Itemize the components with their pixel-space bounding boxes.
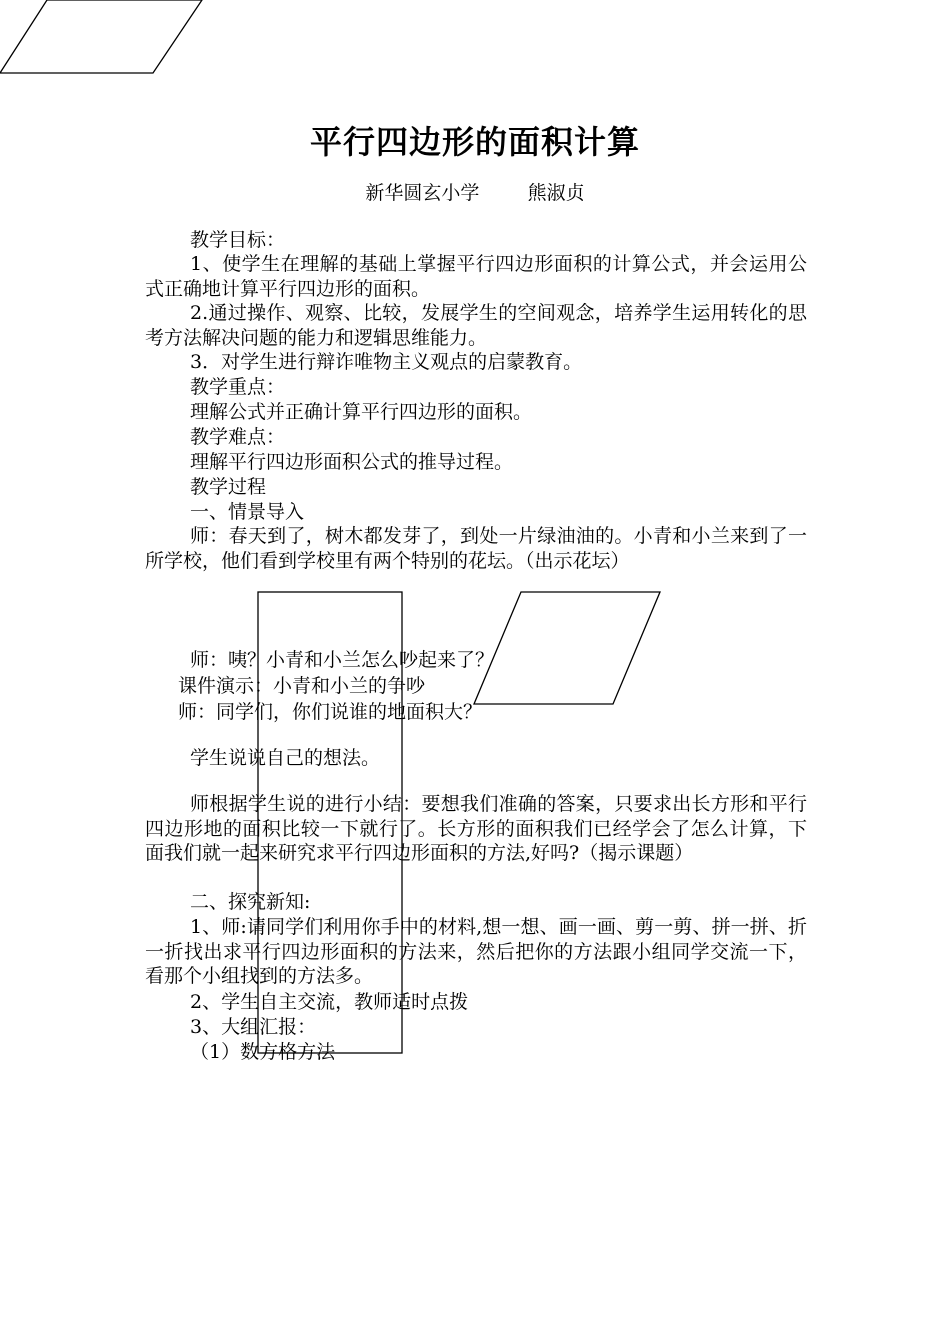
goal-item-3: 3．对学生进行辩诈唯物主义观点的启蒙教育。 <box>190 351 583 373</box>
intro-paragraph: 师：春天到了，树木都发芽了，到处一片绿油油的。小青和小兰来到了一所学校，他们看到学校里有两个特别的花坛。（出示花坛） <box>145 525 807 572</box>
key-point-text: 理解公式并正确计算平行四边形的面积。 <box>190 401 533 423</box>
document-title: 平行四边形的面积计算 <box>309 123 640 161</box>
courseware-demo-line: 课件演示：小青和小兰的争吵 <box>178 675 426 697</box>
teacher-question-2: 师：同学们，你们说谁的地面积大？ <box>178 701 483 723</box>
goal-item-2: 2.通过操作、观察、比较，发展学生的空间观念，培养学生运用转化的思考方法解决问题的能力和逻辑思维能力。 <box>145 302 807 349</box>
difficulty-heading: 教学难点： <box>190 426 286 448</box>
section-1-heading: 一、情景导入 <box>190 501 305 523</box>
goal-item-1: 1、使学生在理解的基础上掌握平行四边形面积的计算公式，并会运用公式正确地计算平行四边形的面积。 <box>145 253 807 300</box>
section-2-heading: 二、探究新知: <box>190 891 311 913</box>
author-line: 新华圆玄小学 熊淑贞 <box>365 182 585 204</box>
process-heading: 教学过程 <box>190 476 267 498</box>
parallelogram-flowerbed-shape <box>474 592 660 704</box>
corner-parallelogram-shape <box>0 0 202 73</box>
difficulty-text: 理解平行四边形面积公式的推导过程。 <box>190 451 514 473</box>
explore-item-3: 3、大组汇报： <box>190 1016 317 1038</box>
key-point-heading: 教学重点： <box>190 376 286 398</box>
explore-item-3-sub: （1）数方格方法 <box>190 1041 336 1063</box>
students-ideas-line: 学生说说自己的想法。 <box>190 747 381 769</box>
teacher-question-1: 师：咦？小青和小兰怎么吵起来了？ <box>190 649 495 671</box>
explore-item-2: 2、学生自主交流，教师适时点拨 <box>190 991 469 1013</box>
summary-paragraph: 师根据学生说的进行小结：要想我们准确的答案，只要求出长方形和平行四边形地的面积比较一下就行了。长方形的面积我们已经学会了怎么计算，下面我们就一起来研究求平行四边形面积的方法,好吗?（揭示课题） <box>145 793 807 864</box>
goals-heading: 教学目标： <box>190 229 286 251</box>
explore-item-1: 1、师:请同学们利用你手中的材料,想一想、画一画、剪一剪、拼一拼、折一折找出求平行四边形面积的方法来，然后把你的方法跟小组同学交流一下，看那个小组找到的方法多。 <box>145 916 807 987</box>
